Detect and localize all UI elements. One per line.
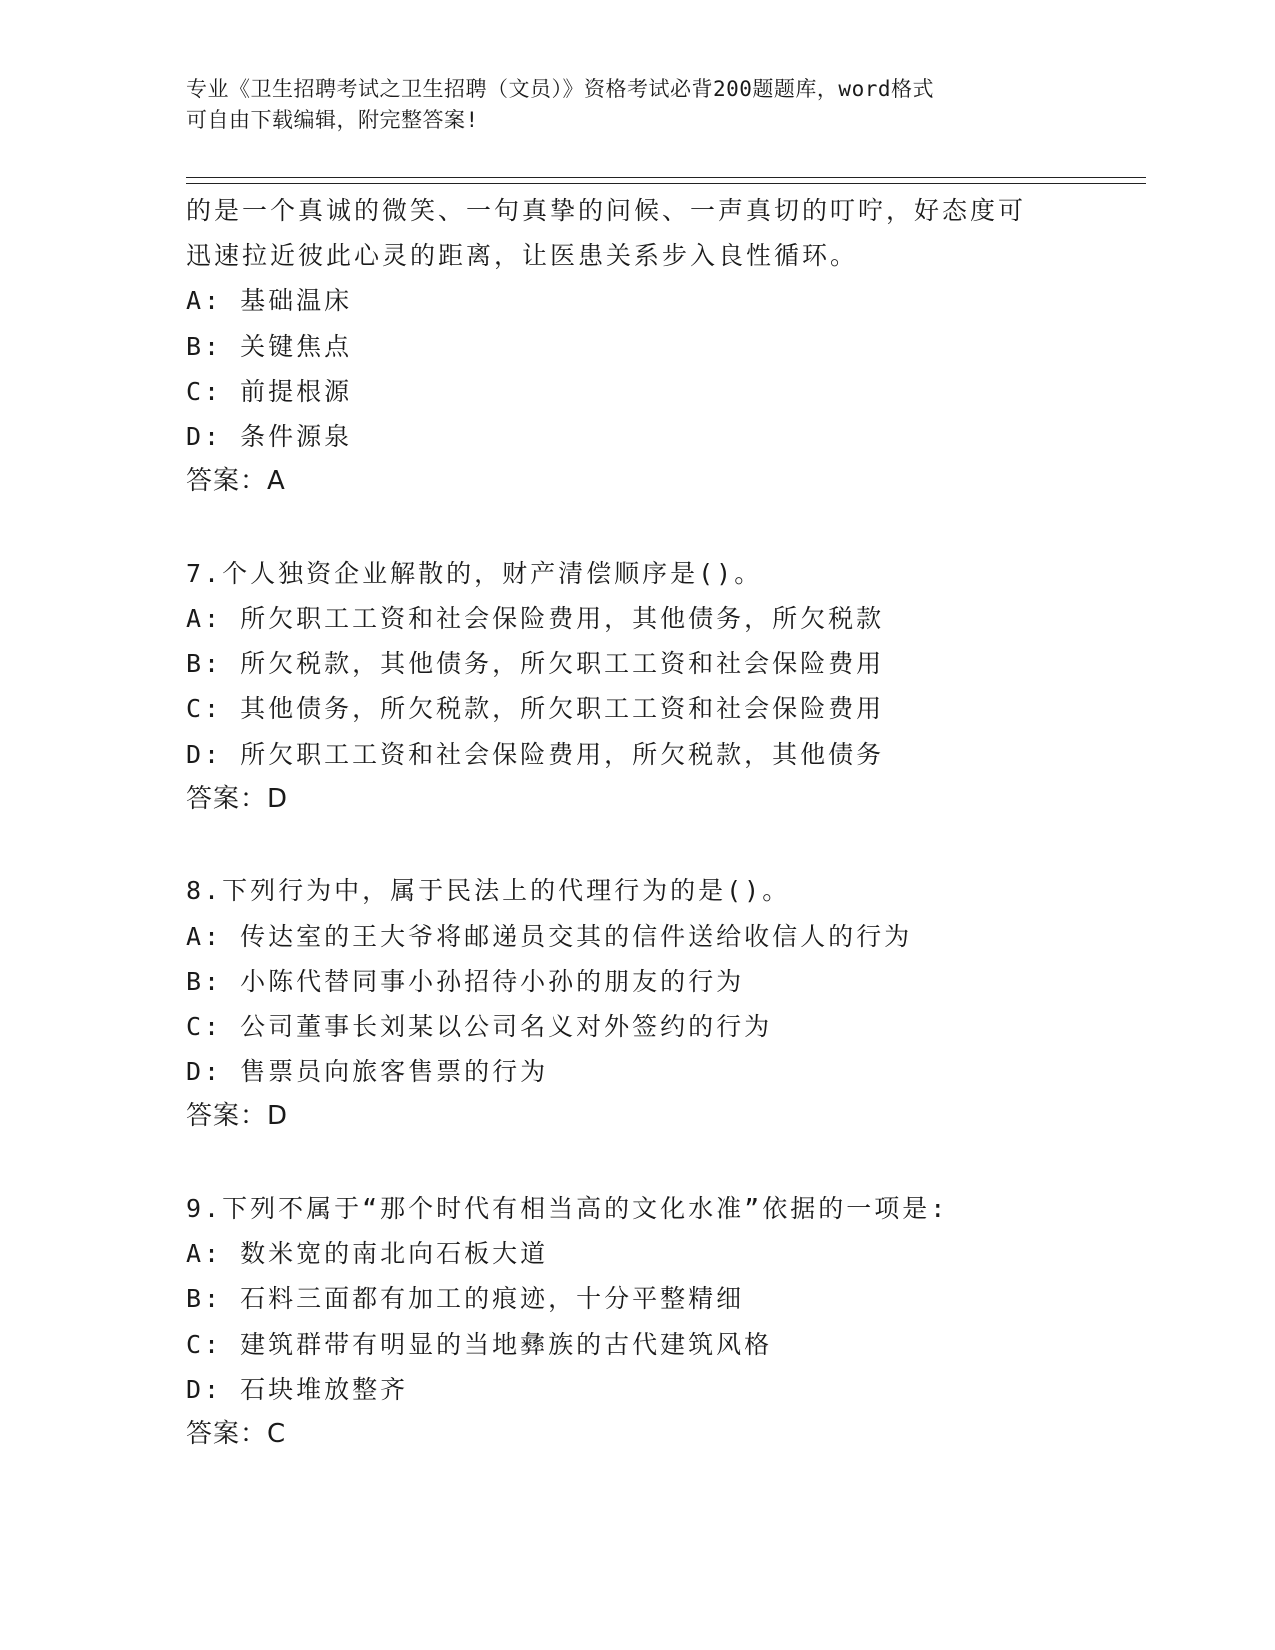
question-7-option-a: A: 所欠职工工资和社会保险费用，其他债务，所欠税款 xyxy=(186,604,885,633)
question-6-text-line-1: 的是一个真诚的微笑、一句真挚的问候、一声真切的叮咛，好态度可 xyxy=(186,196,1027,225)
question-7-option-d: D: 所欠职工工资和社会保险费用，所欠税款，其他债务 xyxy=(186,739,885,769)
question-9-option-d: D: 石块堆放整齐 xyxy=(186,1374,409,1404)
question-8-option-b: B: 小陈代替同事小孙招待小孙的朋友的行为 xyxy=(186,966,745,996)
question-6-option-b: B: 关键焦点 xyxy=(186,331,353,361)
question-6-block xyxy=(186,188,1146,504)
question-6-option-c: C: 前提根源 xyxy=(186,376,353,406)
question-6-option-d: D: 条件源泉 xyxy=(186,421,353,451)
question-7-answer: 答案：D xyxy=(186,783,289,814)
spacer xyxy=(186,504,1146,551)
question-8-option-c: C: 公司董事长刘某以公司名义对外签约的行为 xyxy=(186,1012,773,1041)
question-7-option-b: B: 所欠税款，其他债务，所欠职工工资和社会保险费用 xyxy=(186,649,885,679)
document-body xyxy=(186,188,1146,1457)
question-8-option-d: D: 售票员向旅客售票的行为 xyxy=(186,1057,549,1087)
spacer xyxy=(186,822,1146,869)
question-8-block xyxy=(186,868,1146,1139)
header-divider-bottom xyxy=(186,183,1146,184)
question-9-block xyxy=(186,1186,1146,1457)
question-7-block xyxy=(186,551,1146,822)
document-header xyxy=(186,74,1086,136)
header-divider-top xyxy=(186,177,1146,178)
question-6-option-a: A: 基础温床 xyxy=(186,286,353,316)
question-6-text-line-2: 迅速拉近彼此心灵的距离，让医患关系步入良性循环。 xyxy=(186,241,859,271)
question-8-option-a: A: 传达室的王大爷将邮递员交其的信件送给收信人的行为 xyxy=(186,921,913,951)
question-9-option-b: B: 石料三面都有加工的痕迹，十分平整精细 xyxy=(186,1284,745,1314)
question-8-answer: 答案：D xyxy=(186,1101,289,1132)
question-9-option-a: A: 数米宽的南北向石板大道 xyxy=(186,1239,549,1269)
question-8-text: 8.下列行为中，属于民法上的代理行为的是()。 xyxy=(186,876,791,906)
header-line-1: 专业《卫生招聘考试之卫生招聘（文员）》资格考试必背200题题库，word格式 xyxy=(186,77,934,101)
question-9-answer: 答案：C xyxy=(186,1419,287,1449)
question-6-answer: 答案：A xyxy=(186,466,286,497)
spacer xyxy=(186,1140,1146,1187)
question-9-option-c: C: 建筑群带有明显的当地彝族的古代建筑风格 xyxy=(186,1329,773,1359)
question-7-option-c: C: 其他债务，所欠税款，所欠职工工资和社会保险费用 xyxy=(186,694,885,724)
question-7-text: 7.个人独资企业解散的，财产清偿顺序是()。 xyxy=(186,558,763,588)
header-line-2: 可自由下载编辑，附完整答案! xyxy=(186,108,479,132)
question-9-text: 9.下列不属于“那个时代有相当高的文化水准”依据的一项是: xyxy=(186,1194,949,1224)
